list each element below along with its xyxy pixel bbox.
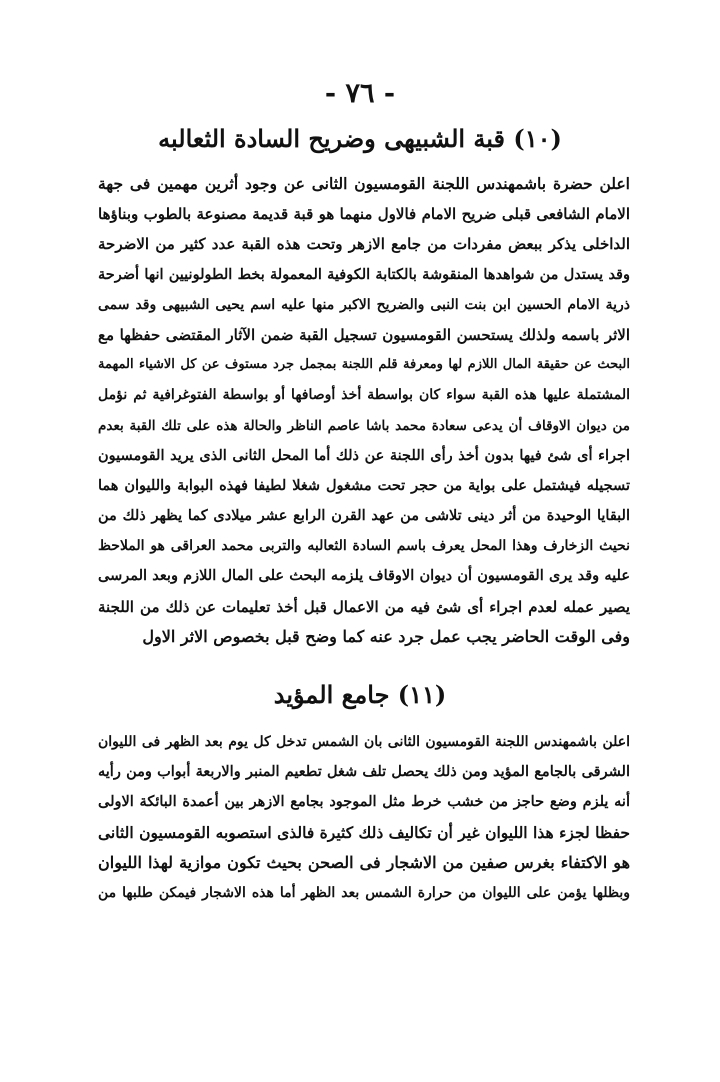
text-line: عليه وقد يرى القومسيون أن ديوان الاوقاف يلزمه البحث على المال اللازم وبعد المرسى [98, 567, 630, 585]
text-line: الاثر باسمه ولذلك يستحسن القومسيون تسجيل القبة ضمن الآثار المقتضى حفظها مع [98, 325, 630, 344]
text-line: اعلن باشمهندس اللجنة القومسيون الثانى بان الشمس تدخل كل يوم بعد الظهر فى الليوان [98, 734, 630, 750]
text-line: الداخلى يذكر ببعض مفردات من جامع الازهر وتحت هذه القبة عدد كثير من الاضرحة [98, 235, 630, 254]
text-line: الشرقى بالجامع المؤيد ومن ذلك يحصل تلف شغل تطعيم المنبر والاربعة أبواب ومن رأيه [98, 763, 630, 781]
text-line: هو الاكتفاء بغرس صفين من الاشجار فى الصحن بحيث تكون موازية لهذا الليوان [98, 852, 630, 872]
text-line: نحيث الزخارف وهذا المحل يعرف باسم السادة الثعالبه والتربى محمد العراقى هو الملاحظ [98, 538, 630, 555]
section-heading-dome-shubaihi: (١٠) قبة الشبيهى وضريح السادة الثعالبه [158, 124, 562, 153]
text-line: البحث عن حقيقة المال اللازم لها ومعرفة قلم اللجنة بمجمل جرد مستوف عن كل الاشياء المهمة [98, 357, 630, 373]
text-line: الامام الشافعى قبلى ضريح الامام فالاول منهما هو قبة قديمة مصنوعة بالطوب وبناؤها [98, 205, 630, 224]
text-line: يصير عمله لعدم اجراء أى شئ فيه من الاعمال قبل أخذ تعليمات عن ذلك من اللجنة [98, 597, 630, 616]
text-line: أنه يلزم وضع حاجز من خشب خرط مثل الموجود بجامع الازهر بين أعمدة البائكة الاولى [98, 793, 630, 811]
text-line: المشتملة عليها هذه القبة سواء كان بواسطة أخذ أوصافها أو بواسطة الفتوغرافية ثم نؤمل [98, 387, 630, 404]
text-line: تسجيله فيشتمل على بواية من حجر تحت مشغول شغلا لطيفا فهذه البوابة والليوان هما [98, 476, 630, 494]
section-body-muayyad-mosque [98, 727, 630, 908]
text-line: اعلن حضرة باشمهندس اللجنة القومسيون الثانى عن وجود أثرين مهمين فى جهة [98, 174, 630, 193]
text-line: من ديوان الاوقاف أن يدعى سعادة محمد باشا عاصم الناظر والحالة هذه على تلك القبة بعدم [98, 417, 630, 434]
page-number: - ٧٦ - [324, 78, 396, 109]
text-line: ذرية الامام الحسين ابن بنت النبى والضريح الاكبر منها عليه اسم يحيى الشبيهى وقد سمى [98, 296, 630, 313]
text-line: وفى الوقت الحاضر يجب عمل جرد عنه كما وضح قبل بخصوص الاثر الاول [142, 626, 630, 646]
text-line: البقايا الوحيدة من أثر دينى تلاشى من عهد القرن الرابع عشر ميلادى كما يظهر ذلك من [98, 507, 630, 525]
text-line: وبظلها يؤمن على الليوان من حرارة الشمس بعد الظهر أما هذه الاشجار فيمكن طلبها من [98, 884, 630, 901]
text-line: اجراء أى شئ فيها بدون أخذ رأى اللجنة عن ذلك أما المحل الثانى الذى يريد القومسيون [98, 446, 630, 464]
text-line: وقد يستدل من شواهدها المنقوشة بالكتابة الكوفية المعمولة بخط الطولونيين انها أضرحة [98, 265, 630, 283]
section-heading-muayyad-mosque: (١١) جامع المؤيد [273, 680, 447, 709]
section-body-dome-shubaihi [98, 169, 630, 652]
text-line: حفظا لجزء هذا الليوان غير أن تكاليف ذلك كثيرة فالذى استصوبه القومسيون الثانى [98, 822, 630, 842]
